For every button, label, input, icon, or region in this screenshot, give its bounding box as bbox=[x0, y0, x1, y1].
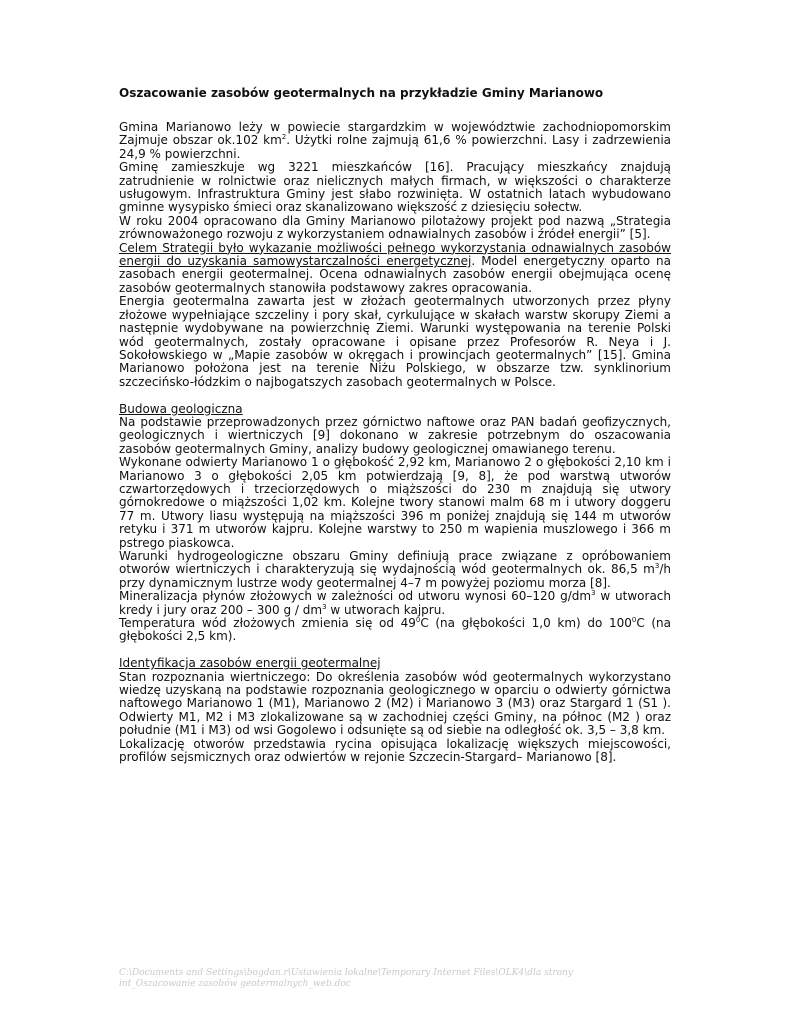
geology-p5-text-end: C (na głębokości 2,5 km). bbox=[119, 616, 671, 644]
section-heading-geology: Budowa geologiczna bbox=[119, 401, 243, 416]
intro-paragraph-geothermal-energy: Energia geotermalna zawarta jest w złożach geotermalnych utworzonych przez płyny złożowe wypełniające szczeliny i pory skał, cyrkulujące w skałach warstw skorupy Ziemi a następnie wydobywane na powierzchnię Ziemi. Warunki występowania na terenie Polski wód geotermalnych, zostały opracowane i opisane przez Profesorów R. Neya i J. Sokołowskiego w „Mapie zasobów w okręgach i prowincjach geotermalnych” [15]. Gmina Marianowo położona jest na terenie Niżu Polskiego, w obszarze tzw. synklinorium szczecińsko-łódzkim o najbogatszych zasobach geotermalnych w Polsce. bbox=[119, 294, 671, 389]
geology-paragraph-hydrogeology bbox=[119, 550, 671, 590]
superscript-0: 0 bbox=[415, 616, 421, 625]
intro-p1-text-cont: . Użytki rolne zajmują 61,6 % powierzchni. Lasy i zadrzewienia 24,9 % powierzchni. bbox=[119, 133, 671, 161]
superscript-3: 3 bbox=[322, 602, 327, 611]
geology-p3-text-cont: /h przy dynamicznym lustrze wody geotermalnej 4–7 m powyżej poziomu morza [8]. bbox=[119, 562, 671, 590]
geology-p5-text-cont: C (na głębokości 1,0 km) do 100 bbox=[420, 616, 632, 631]
superscript-2: 2 bbox=[281, 133, 287, 142]
geology-paragraph-temperature bbox=[119, 617, 671, 644]
footer-file-path: C:\Documents and Settings\bogdan.r\Ustawienia lokalne\Temporary Internet Files\OLK4\dla strony int_Oszacowanie zasobów geotermalnych_web.doc bbox=[119, 968, 573, 989]
intro-paragraph-strategy: W roku 2004 opracowano dla Gminy Marianowo pilotażowy projekt pod nazwą „Strategia zrównoważonego rozwoju z wykorzystaniem odnawialnych zasobów i źródeł energii” [5]. bbox=[119, 213, 671, 242]
identification-paragraph-location: Lokalizację otworów przedstawia rycina opisująca lokalizację większych miejscowości, profilów sejsmicznych oraz odwiertów w rejonie Szczecin-Stargard– Marianowo [8]. bbox=[119, 736, 671, 765]
geology-paragraph-research: Na podstawie przeprowadzonych przez górnictwo naftowe oraz PAN badań geofizycznych, geologicznych i wiertniczych [9] dokonano w zakresie potrzebnym do oszacowania zasobów geotermalnych Gminy, analizy budowy geologicznej omawianego terenu. bbox=[119, 414, 671, 456]
identification-paragraph-drilling: Stan rozpoznania wiertniczego: Do określenia zasobów wód geotermalnych wykorzystano wiedzę uzyskaną na podstawie rozpoznania geologicznego w oparciu o odwierty górnictwa naftowego Marianowo 1 (M1), Marianowo 2 (M2) i Marianowo 3 (M3) oraz Stargard 1 (S1 ). Odwierty M1, M2 i M3 zlokalizowane są w zachodniej części Gminy, na północ (M2 ) oraz południe (M1 i M3) od wsi Gogolewo i odsunięte są od siebie na odległość ok. 3,5 – 3,8 km. bbox=[119, 669, 671, 738]
section-gap bbox=[119, 389, 671, 402]
superscript-0: 0 bbox=[631, 616, 637, 625]
superscript-3: 3 bbox=[591, 589, 596, 598]
geology-p4-text-cont: w utworach kredy i jury oraz 200 – 300 g / dm bbox=[119, 589, 671, 617]
geology-p3-text: Warunki hydrogeologiczne obszaru Gminy definiują prace związane z opróbowaniem otworów wiertniczych i charakteryzują się wydajnością wód geotermalnych ok. 86,5 m bbox=[119, 548, 671, 577]
superscript-3: 3 bbox=[654, 562, 660, 571]
intro-paragraph-location bbox=[119, 121, 671, 161]
intro-paragraph-goal bbox=[119, 242, 671, 296]
underlined-goal-text: Celem Strategii było wykazanie możliwości pełnego wykorzystania odnawialnych zasobów energii do uzyskania samowystarczalności energetycznej bbox=[119, 240, 671, 269]
section-gap bbox=[119, 644, 671, 657]
intro-paragraph-population: Gminę zamieszkuje wg 3221 mieszkańców [16]. Pracujący mieszkańcy znajdują zatrudnienie w rolnictwie oraz nielicznych małych firmach, w większości o charakterze usługowym. Infrastruktura Gminy jest słabo rozwinięta. W ostatnich latach wybudowano gminne wysypisko śmieci oraz skanalizowano większość z dziesięciu sołectw. bbox=[119, 160, 671, 215]
geology-p4-text: Mineralizacja płynów złożowych w zależności od utworu wynosi 60–120 g/dm bbox=[119, 589, 592, 604]
geology-p4-text-end: w utworach kajpru. bbox=[326, 602, 446, 617]
document-title: Oszacowanie zasobów geotermalnych na przykładzie Gminy Marianowo bbox=[119, 86, 604, 100]
section-heading-identification: Identyfikacja zasobów energii geotermalnej bbox=[119, 656, 381, 671]
geology-paragraph-mineralization bbox=[119, 590, 671, 617]
geology-paragraph-boreholes: Wykonane odwierty Marianowo 1 o głębokość 2,92 km, Marianowo 2 o głębokości 2,10 km i Marianowo 3 o głębokości 2,05 km potwierdzają [9, 8], że pod warstwą utworów czwartorzędowych i trzeciorzędowych o miąższości do 230 m znajdują się utwory górnokredowe o miąższości 1,02 km. Kolejne twory stanowi malm 68 m i utwory doggeru 77 m. Utwory liasu występują na miąższości 396 m poniżej znajdują się 144 m utworów retyku i 371 m utworów kajpru. Kolejne warstwy to 250 m wapienia muszlowego i 366 m pstrego piaskowca. bbox=[119, 455, 671, 550]
document-page bbox=[119, 86, 671, 764]
intro-p1-text: Gmina Marianowo leży w powiecie stargardzkim w województwie zachodniopomorskim Zajmuje obszar ok.102 km bbox=[119, 120, 671, 148]
geology-p5-text: Temperatura wód złożowych zmienia się od 49 bbox=[119, 616, 416, 631]
intro-p4-text: . Model energetyczny oparto na zasobach energii geotermalnej. Ocena odnawialnych zasobów energii obejmująca ocenę zasobów geotermalnych stanowiła podstawowy zakres opracowania. bbox=[119, 254, 671, 295]
